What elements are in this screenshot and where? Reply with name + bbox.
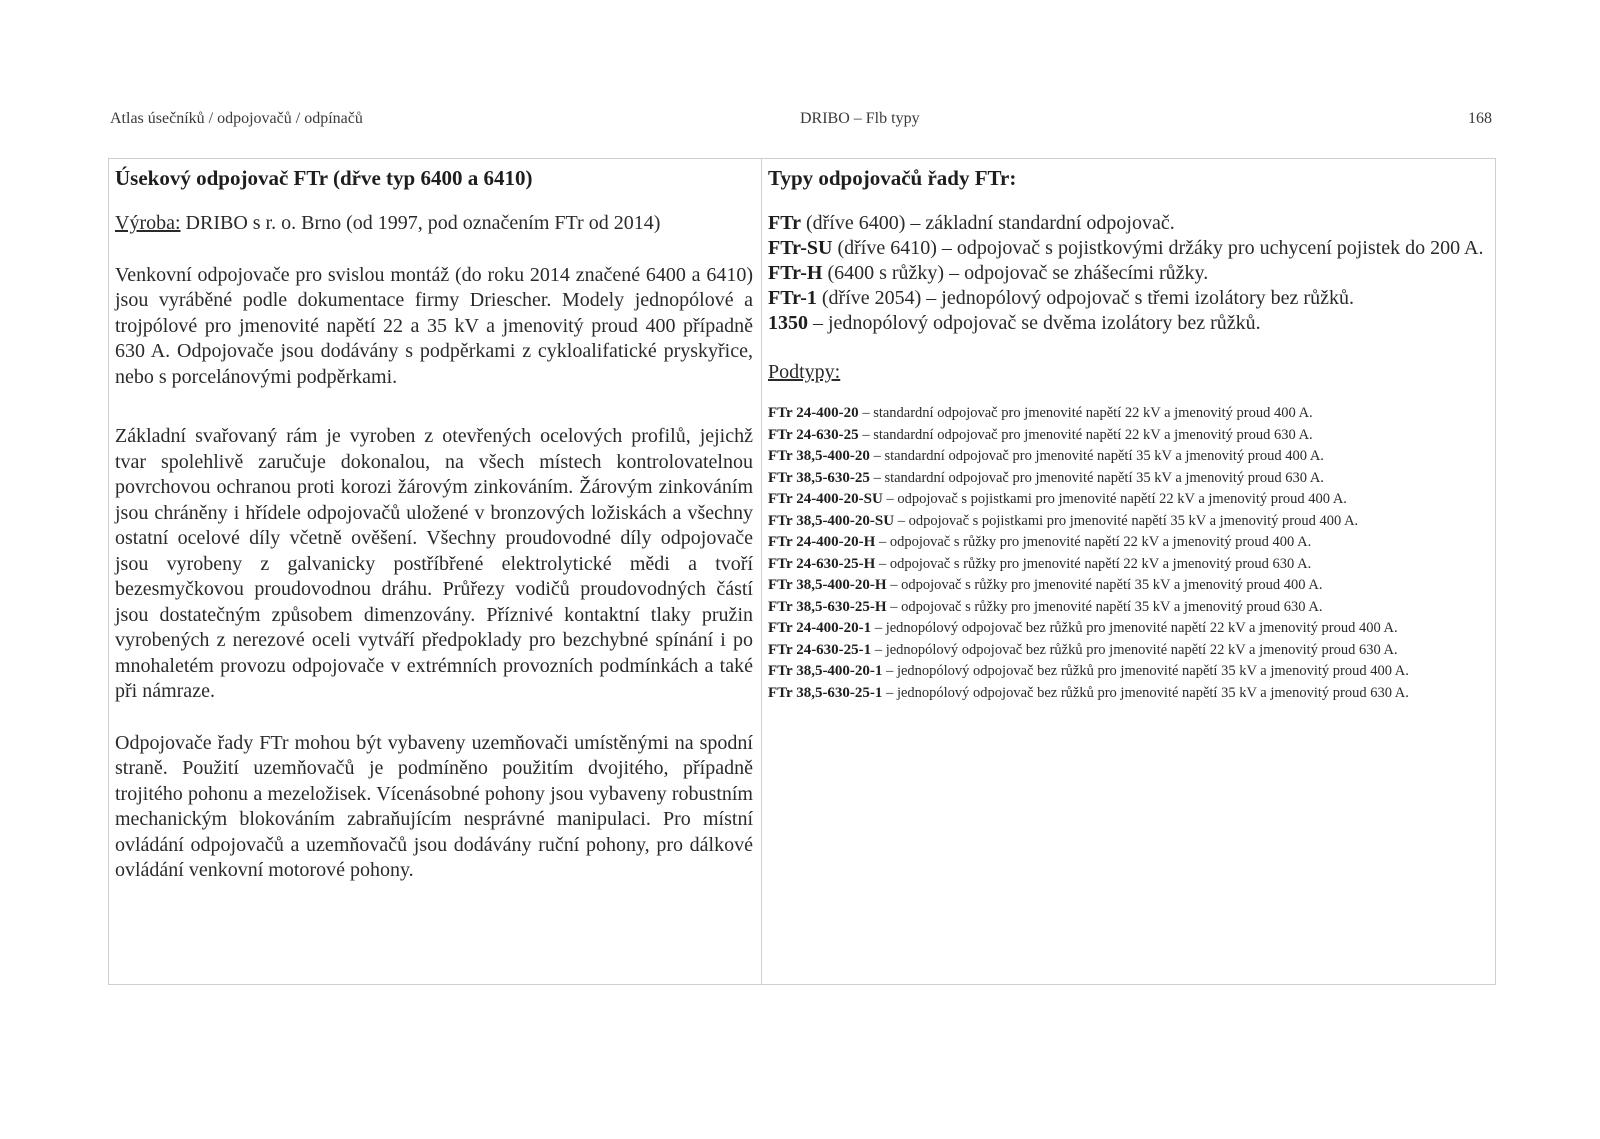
header-atlas-title: Atlas úsečníků / odpojovačů / odpínačů xyxy=(110,110,363,127)
subtype-item: FTr 38,5-400-20-SU – odpojovač s pojistkami pro jmenovité napětí 35 kV a jmenovitý proud 400 A. xyxy=(768,512,1359,529)
subtype-item: FTr 38,5-630-25-H – odpojovač s růžky pro jmenovité napětí 35 kV a jmenovitý proud 630 A. xyxy=(768,598,1323,615)
page-number: 168 xyxy=(1468,110,1492,127)
left-title: Úsekový odpojovač FTr (dřve typ 6400 a 6410) xyxy=(115,166,533,190)
subtypes-list xyxy=(768,405,1489,702)
type-item: FTr-H (6400 s růžky) – odpojovač se zhášecími růžky. xyxy=(768,262,1209,284)
subtype-item: FTr 38,5-400-20-1 – jednopólový odpojovač bez růžků pro jmenovité napětí 35 kV a jmenovitý proud 400 A. xyxy=(768,663,1409,679)
page-header xyxy=(110,110,1492,134)
type-item: FTr-1 (dříve 2054) – jednopólový odpojovač s třemi izolátory bez růžků. xyxy=(768,287,1354,309)
type-item: FTr-SU (dříve 6410) – odpojovač s pojistkovými držáky pro uchycení pojistek do 200 A. xyxy=(768,237,1484,259)
type-item: 1350 – jednopólový odpojovač se dvěma izolátory bez růžků. xyxy=(768,312,1261,334)
paragraph-2: Základní svařovaný rám je vyroben z otevřených ocelových profilů, jejichž tvar spolehlivě zaručuje dokonalou, na všech místech kontrolovatelnou povrchovou ochranou proti korozi žárovým zinkováním. Žárovým zinkováním jsou chráněny i hřídele odpojovačů uložené v bronzových ložiskách a všechny ostatní ocelové díly včetně ověšení. Všechny proudovodné díly odpojovače jsou vyrobeny z galvanicky postříbřené elektrolytické mědi a tvoří bezesmyčkovou proudovodnou dráhu. Průřezy vodičů proudovodných částí jsou dostatečným způsobem dimenzovány. Příznivé kontaktní tlaky pružin vyrobených z nerezové oceli vytváří předpoklady pro bezchybné spínání i po mnohaletém provozu odpojovače v extrémních provozních podmínkách a také při námraze. xyxy=(115,425,753,702)
paragraph-1: Venkovní odpojovače pro svislou montáž (do roku 2014 značené 6400 a 6410) jsou vyráběné podle dokumentace firmy Driescher. Modely jednopólové a trojpólové pro jmenovité napětí 22 a 35 kV a jmenovitý proud 400 případně 630 A. Odpojovače jsou dodávány s podpěrkami z cykloalifatické pryskyřice, nebo s porcelánovými podpěrkami. xyxy=(115,263,753,388)
subtype-item: FTr 24-400-20 – standardní odpojovač pro jmenovité napětí 22 kV a jmenovitý proud 400 A. xyxy=(768,405,1313,421)
subtype-item: FTr 24-630-25 – standardní odpojovač pro jmenovité napětí 22 kV a jmenovitý proud 630 A. xyxy=(768,426,1313,443)
left-column xyxy=(109,159,762,984)
production-label: Výroba: xyxy=(115,212,181,234)
subtype-item: FTr 24-400-20-1 – jednopólový odpojovač bez růžků pro jmenovité napětí 22 kV a jmenovitý proud 400 A. xyxy=(768,620,1398,636)
header-section-title: DRIBO – Flb typy xyxy=(800,110,920,127)
subtype-item: FTr 24-630-25-H – odpojovač s růžky pro jmenovité napětí 22 kV a jmenovitý proud 630 A. xyxy=(768,555,1312,572)
right-column xyxy=(762,159,1495,984)
subtype-item: FTr 38,5-630-25-1 – jednopólový odpojovač bez růžků pro jmenovité napětí 35 kV a jmenovitý proud 630 A. xyxy=(768,684,1409,701)
subtype-item: FTr 24-400-20-SU – odpojovač s pojistkami pro jmenovité napětí 22 kV a jmenovitý proud 400 A. xyxy=(768,491,1347,507)
subtype-item: FTr 24-630-25-1 – jednopólový odpojovač bez růžků pro jmenovité napětí 22 kV a jmenovitý proud 630 A. xyxy=(768,641,1398,658)
types-list xyxy=(768,211,1489,336)
subtype-item: FTr 38,5-400-20-H – odpojovač s růžky pro jmenovité napětí 35 kV a jmenovitý proud 400 A. xyxy=(768,577,1323,593)
paragraph-3: Odpojovače řady FTr mohou být vybaveny uzemňovači umístěnými na spodní straně. Použití uzemňovačů je podmíněno použitím dvojitého, případně trojitého pohonu a mezeložisek. Vícenásobné pohony jsou vybaveny robustním mechanickým blokováním zabraňujícím nesprávné manipulaci. Pro místní ovládání odpojovačů a uzemňovačů jsou dodávány ruční pohony, pro dálkové ovládání venkovní motorové pohony. xyxy=(115,731,753,881)
type-item: FTr (dříve 6400) – základní standardní odpojovač. xyxy=(768,212,1175,234)
production-line xyxy=(115,211,753,237)
subtype-item: FTr 24-400-20-H – odpojovač s růžky pro jmenovité napětí 22 kV a jmenovitý proud 400 A. xyxy=(768,534,1312,550)
subtype-item: FTr 38,5-630-25 – standardní odpojovač pro jmenovité napětí 35 kV a jmenovitý proud 630 A. xyxy=(768,469,1324,486)
content-table xyxy=(108,158,1496,985)
right-title: Typy odpojovačů řady FTr: xyxy=(768,166,1017,190)
subtypes-title: Podtypy: xyxy=(768,361,841,383)
production-text: DRIBO s r. o. Brno (od 1997, pod označením FTr od 2014) xyxy=(180,212,661,234)
subtype-item: FTr 38,5-400-20 – standardní odpojovač pro jmenovité napětí 35 kV a jmenovitý proud 400 A. xyxy=(768,448,1324,464)
